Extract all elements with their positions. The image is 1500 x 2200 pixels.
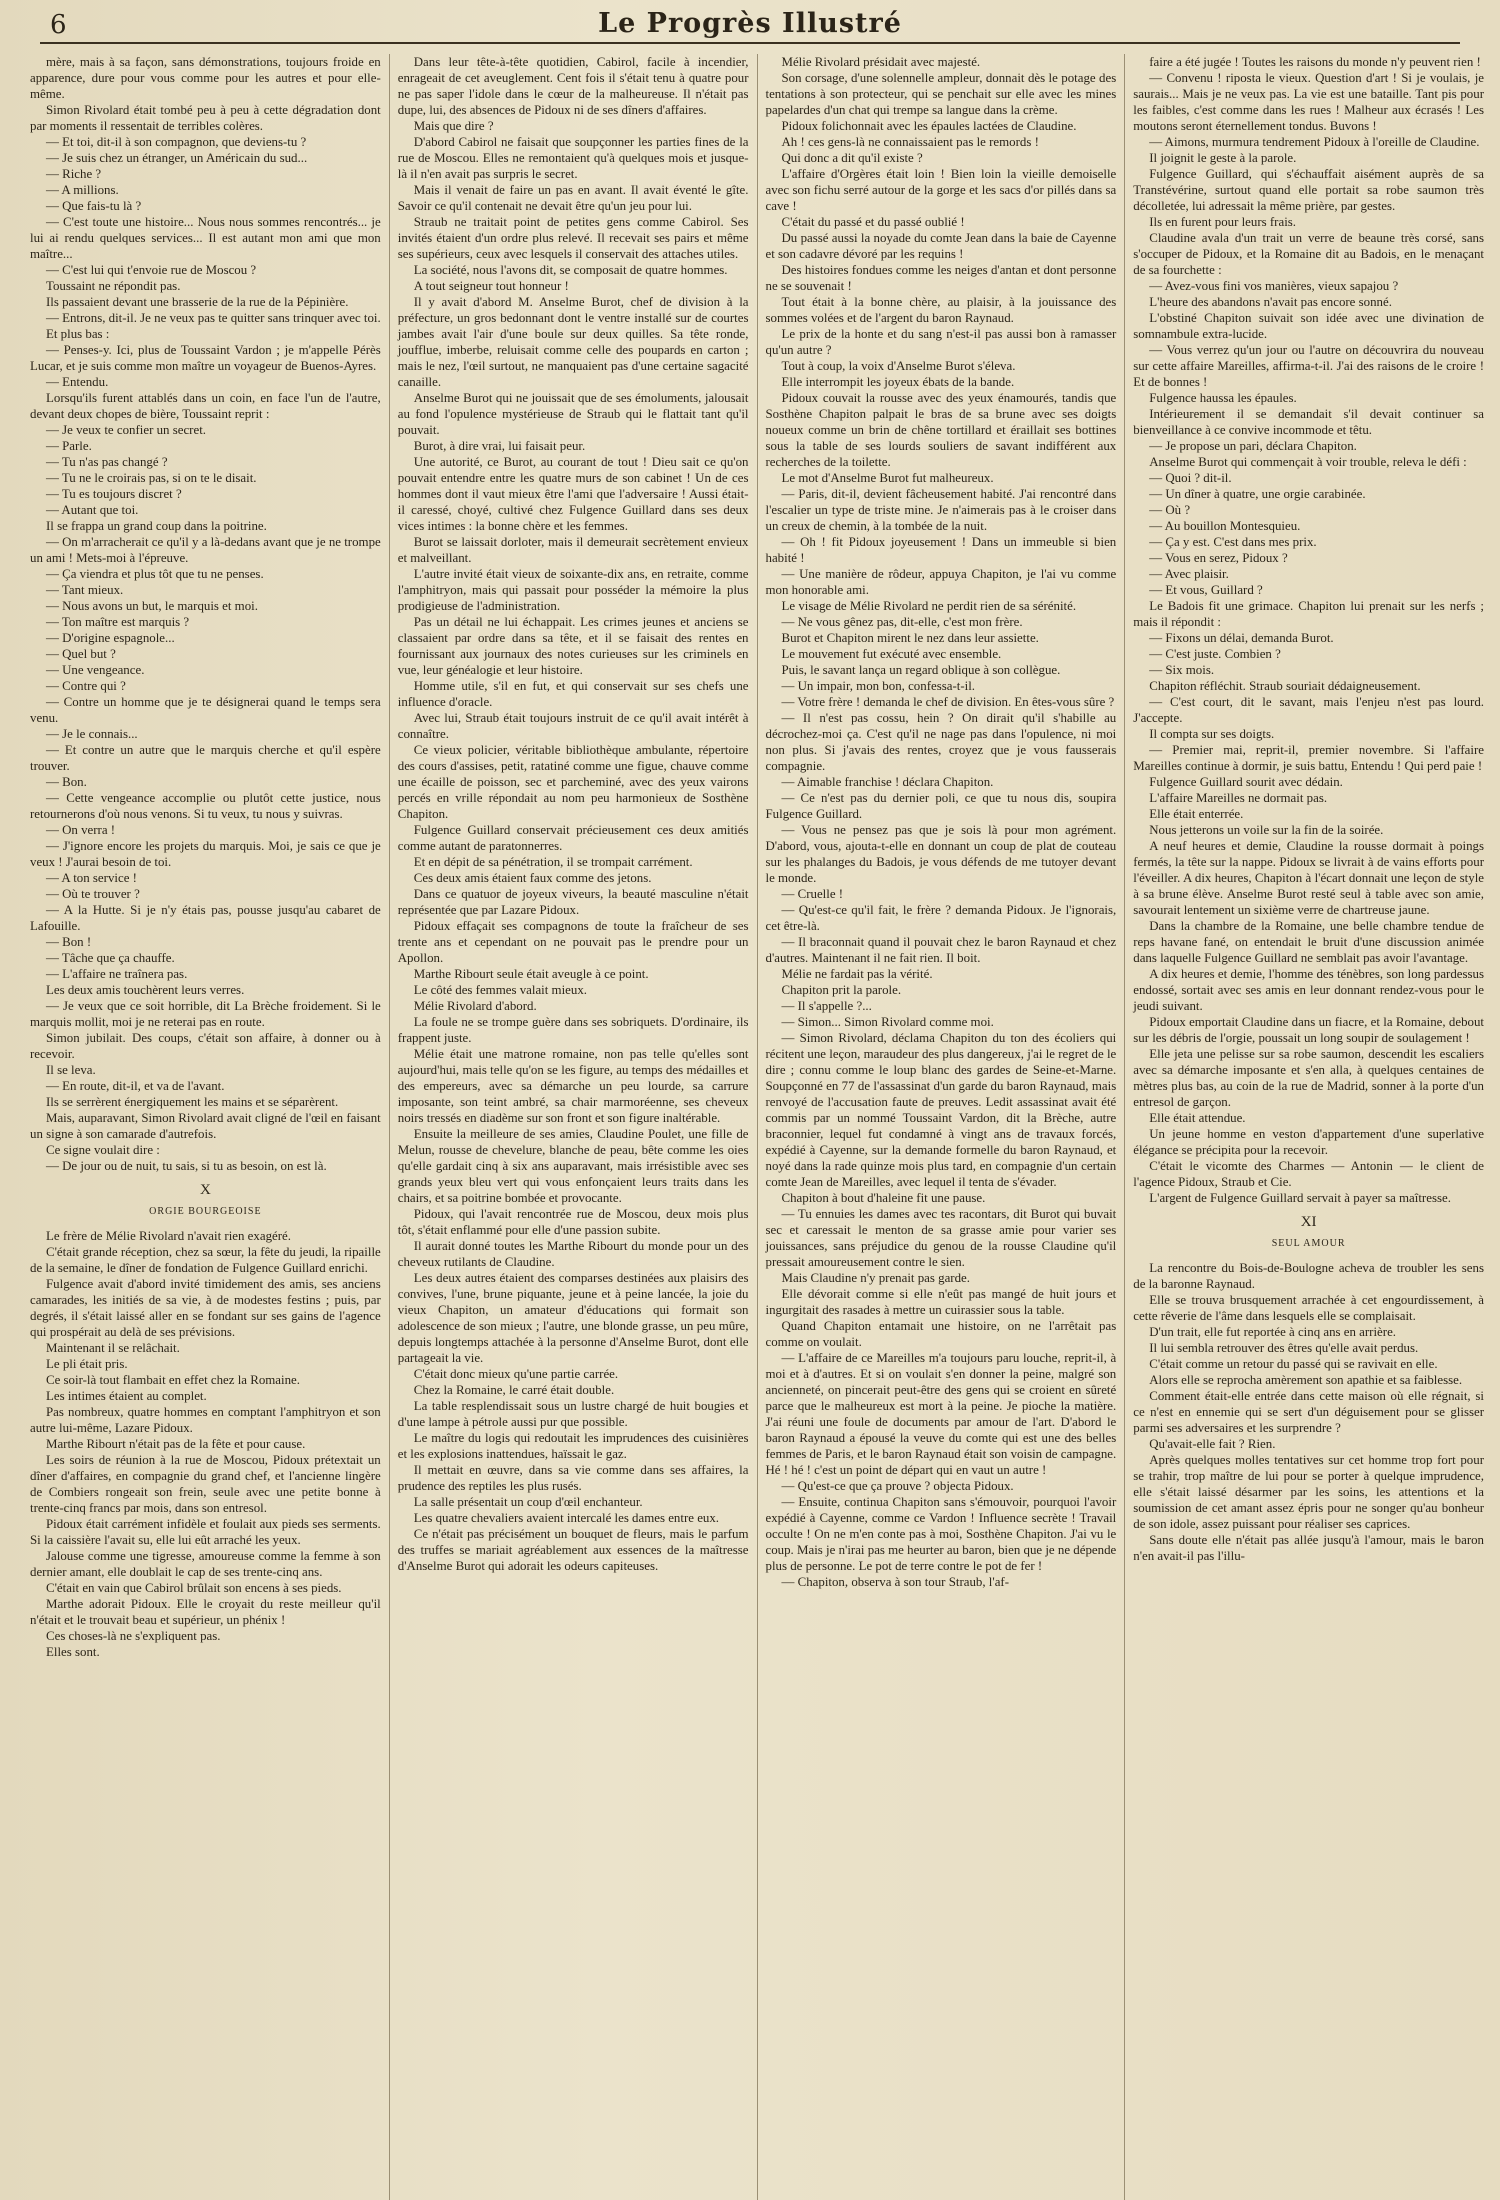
paragraph: Toussaint ne répondit pas. — [46, 279, 181, 293]
paragraph: Tout était à la bonne chère, au plaisir, à la jouissance des sommes volées et de l'argent du baron Raynaud. — [765, 295, 1117, 325]
paragraph: L'obstiné Chapiton suivait son idée avec une divination de somnambule extra-lucide. — [1133, 311, 1484, 341]
paragraph: Dans leur tête-à-tête quotidien, Cabirol, facile à incendier, enrageait de cet aveuglement. Cent fois il s'était tenu à quatre pour ne pas saper l'idole dans le cœur de la malheureuse. Il n'était pas dupe, lui, des absences de Pidoux ni de ses dîners d'affaires. — [397, 55, 749, 117]
paragraph: — Je veux te confier un secret. — [46, 423, 206, 437]
paragraph: Mélie était une matrone romaine, non pas telle qu'elles sont aujourd'hui, mais telle qu'on se les figure, au temps des médailles et des empereurs, avec sa démarche un peu lourde, sa carrure imposante, son teint ambré, sa chair marmoréenne, ses cheveux noirs tressés en diadème sur son front et son figure inaltérable. — [397, 1047, 749, 1125]
paragraph: Burot se laissait dorloter, mais il demeurait secrètement envieux et malveillant. — [397, 535, 749, 565]
paragraph: Mais, auparavant, Simon Rivolard avait cligné de l'œil en faisant un signe à son camarade d'autrefois. — [30, 1111, 381, 1141]
paragraph: Jalouse comme une tigresse, amoureuse comme la femme à son dernier amant, elle doublait le cap de ses trente-cinq ans. — [30, 1549, 381, 1579]
paragraph: — Bon ! — [46, 935, 92, 949]
paragraph: Le mouvement fut exécuté avec ensemble. — [781, 647, 1002, 661]
paragraph: — Entendu. — [46, 375, 109, 389]
paragraph: Elle dévorait comme si elle n'eût pas mangé de huit jours et ingurgitait des rasades à mettre un cuirassier sous la table. — [765, 1287, 1117, 1317]
paragraph: D'abord Cabirol ne faisait que soupçonner les parties fines de la rue de Moscou. Elles ne remontaient qu'à quelques mois et jusque-là il n'en avait pas surpris le secret. — [397, 135, 749, 181]
paragraph: — Et vous, Guillard ? — [1149, 583, 1263, 597]
paragraph: — Je veux que ce soit horrible, dit La Brèche froidement. Si le marquis mollit, moi je ne reterai pas en route. — [30, 999, 381, 1029]
page-number: 6 — [50, 10, 67, 40]
paragraph: Quand Chapiton entamait une histoire, on ne l'arrêtait pas comme on voulait. — [765, 1319, 1117, 1349]
paragraph: — Penses-y. Ici, plus de Toussaint Vardon ; je m'appelle Pérès Lucar, et je suis comme mon maître un voyageur de Buenos-Ayres. — [30, 343, 381, 373]
paragraph: Intérieurement il se demandait s'il devait continuer sa bienveillance à ce convive incommode et têtu. — [1133, 407, 1484, 437]
chapter-number: X — [199, 1182, 211, 1198]
paragraph: D'un trait, elle fut reportée à cinq ans en arrière. — [1149, 1325, 1397, 1339]
paragraph: — C'est juste. Combien ? — [1149, 647, 1281, 661]
paragraph: — D'origine espagnole... — [46, 631, 175, 645]
paragraph: Le pli était pris. — [46, 1357, 128, 1371]
paragraph: Il joignit le geste à la parole. — [1149, 151, 1297, 165]
paragraph: L'argent de Fulgence Guillard servait à payer sa maîtresse. — [1149, 1191, 1451, 1205]
paragraph: La rencontre du Bois-de-Boulogne acheva de troubler les sens de la baronne Raynaud. — [1133, 1261, 1484, 1291]
paragraph: Straub ne traitait point de petites gens comme Cabirol. Ses invités étaient d'un ordre plus relevé. Il recevait ses pairs et même ses supérieurs, ceux avec lesquels il conservait des attaches utiles. — [397, 215, 749, 261]
paragraph: — Aimable franchise ! déclara Chapiton. — [781, 775, 994, 789]
paragraph: Ils en furent pour leurs frais. — [1149, 215, 1297, 229]
paragraph: — Simon Rivolard, déclama Chapiton du ton des écoliers qui récitent une leçon, maraudeur des plus dangereux, j'ai le regret de le dire ; connu comme le loup blanc des gardes de Seine-et-Marne. Soupçonné en 77 de l'assassinat d'un garde du baron Raynaud, mais renvoyé de l'accusation faute de preuves. Ledit assassinat avait été commis par un nommé Toussaint Vardon, dit la Brèche, autre braconnier, lequel fut condamné à vingt ans de travaux forcés, expédié à Cayenne, sur la demande formelle du baron Raynaud, et noyé dans la rade quinze mois plus tard, en compagnie d'un certain comte Jean de Mareilles, avec lequel il tenta de s'évader. — [765, 1031, 1117, 1189]
paragraph: — Chapiton, observa à son tour Straub, l'af- — [781, 1575, 1010, 1589]
paragraph: — Autant que toi. — [46, 503, 139, 517]
paragraph: Burot, à dire vrai, lui faisait peur. — [413, 439, 586, 453]
column-2 — [389, 54, 757, 2200]
paragraph: Et plus bas : — [46, 327, 110, 341]
paragraph: Mélie ne fardait pas la vérité. — [781, 967, 933, 981]
paragraph: Il y avait d'abord M. Anselme Burot, chef de division à la préfecture, un gros bedonnant dont le ventre installé sur de courtes jambes avait l'air d'une boule sur deux quilles. Sa tête ronde, joufflue, imberbe, reluisait comme celle des poupards en carton ; mais le nez, l'œil surtout, ne manquaient pas d'une certaine sagacité canaille. — [397, 295, 749, 389]
paragraph: — Contre qui ? — [46, 679, 126, 693]
paragraph: — Parle. — [46, 439, 92, 453]
paragraph: Après quelques molles tentatives sur cet homme trop fort pour se trahir, trop maître de lui pour se porter à quelque imprudence, elle s'était laissé désarmer par les soins, les attentions et la soumission de cet amant assez épris pour ne songer qu'au bonheur de son idole, assez puissant pour réaliser ses caprices. — [1133, 1453, 1484, 1531]
paragraph: Puis, le savant lança un regard oblique à son collègue. — [781, 663, 1061, 677]
column-4 — [1124, 54, 1492, 2200]
paragraph: Mélie Rivolard d'abord. — [413, 999, 537, 1013]
paragraph: — Tant mieux. — [46, 583, 124, 597]
paragraph: Homme utile, s'il en fut, et qui conservait sur ses chefs une influence d'oracle. — [397, 679, 749, 709]
paragraph: — Fixons un délai, demanda Burot. — [1149, 631, 1334, 645]
paragraph: Mais que dire ? — [413, 119, 494, 133]
paragraph: C'était comme un retour du passé qui se ravivait en elle. — [1149, 1357, 1438, 1371]
paragraph: faire a été jugée ! Toutes les raisons du monde n'y peuvent rien ! — [1149, 55, 1481, 69]
chapter-title: SEUL AMOUR — [1271, 1238, 1346, 1249]
paragraph: Elles sont. — [46, 1645, 100, 1659]
paragraph: Qui donc a dit qu'il existe ? — [781, 151, 923, 165]
paragraph: — Ça viendra et plus tôt que tu ne penses. — [46, 567, 264, 581]
paragraph: — Cruelle ! — [781, 887, 844, 901]
paragraph: — Je propose un pari, déclara Chapiton. — [1149, 439, 1357, 453]
paragraph: Alors elle se reprocha amèrement son apathie et sa faiblesse. — [1149, 1373, 1463, 1387]
paragraph: La société, nous l'avons dit, se composait de quatre hommes. — [413, 263, 728, 277]
paragraph: Du passé aussi la noyade du comte Jean dans la baie de Cayenne et son cadavre dévoré par les requins ! — [765, 231, 1117, 261]
paragraph: Pidoux couvait la rousse avec des yeux énamourés, tandis que Sosthène Chapiton palpait le bras de sa brune avec ses doigts noueux comme un brin de chêne tortillard et éraillait ses bottines sous la table de ses lourds souliers de savant indifférent aux recherches de la toilette. — [765, 391, 1117, 469]
paragraph: — Je le connais... — [46, 727, 138, 741]
paragraph: — Tu n'as pas changé ? — [46, 455, 168, 469]
paragraph: Burot et Chapiton mirent le nez dans leur assiette. — [781, 631, 1039, 645]
article-columns — [22, 54, 1492, 2200]
paragraph: — Vous verrez qu'un jour ou l'autre on découvrira du nouveau sur cette affaire Mareilles, affirma-t-il. J'ai des raisons de le croire ! Et de bonnes ! — [1133, 343, 1484, 389]
paragraph: Il aurait donné toutes les Marthe Ribourt du monde pour un des cheveux rutilants de Claudine. — [397, 1239, 749, 1269]
paragraph: Chapiton à bout d'haleine fit une pause. — [781, 1191, 986, 1205]
column-1 — [22, 54, 389, 2200]
paragraph: — Ne vous gênez pas, dit-elle, c'est mon frère. — [781, 615, 1023, 629]
paragraph: Elle était enterrée. — [1149, 807, 1244, 821]
paragraph: — Tu ennuies les dames avec tes racontars, dit Burot qui buvait sec et caressait le menton de sa grasse amie pour varier ses jouissances, sans préjudice du genou de la rousse Claudine qu'il pressait amoureusement contre le sien. — [765, 1207, 1117, 1269]
paragraph: — Quel but ? — [46, 647, 116, 661]
paragraph: Il se leva. — [46, 1063, 96, 1077]
paragraph: Le mot d'Anselme Burot fut malheureux. — [781, 471, 994, 485]
paragraph: Pas nombreux, quatre hommes en comptant l'amphitryon et son autre lui-même, Lazare Pidoux. — [30, 1405, 381, 1435]
paragraph: — L'affaire ne traînera pas. — [46, 967, 188, 981]
paragraph: Son corsage, d'une solennelle ampleur, donnait dès le potage des tentations à son protecteur, qui se penchait sur elle avec les mines papelardes d'un chat qui trempe sa langue dans la crème. — [765, 71, 1117, 117]
paragraph: Elle interrompit les joyeux ébats de la bande. — [781, 375, 1015, 389]
paragraph: Dans ce quatuor de joyeux viveurs, la beauté masculine n'était représentée que par Lazare Pidoux. — [397, 887, 749, 917]
paragraph: Marthe Ribourt n'était pas de la fête et pour cause. — [46, 1437, 306, 1451]
paragraph: La salle présentait un coup d'œil enchanteur. — [413, 1495, 643, 1509]
paragraph: Sans doute elle n'était pas allée jusqu'à l'amour, mais le baron n'en avait-il pas l'illu- — [1133, 1533, 1484, 1563]
paragraph: — Au bouillon Montesquieu. — [1149, 519, 1301, 533]
paragraph: — Bon. — [46, 775, 87, 789]
paragraph: — A millions. — [46, 183, 119, 197]
paragraph: Des histoires fondues comme les neiges d'antan et dont personne ne se souvenait ! — [765, 263, 1117, 293]
paragraph: Les intimes étaient au complet. — [46, 1389, 207, 1403]
paragraph: Pidoux, qui l'avait rencontrée rue de Moscou, deux mois plus tôt, s'était enflammé pour elle d'une passion subite. — [397, 1207, 749, 1237]
paragraph: Un jeune homme en veston d'appartement d'une superlative élégance se précipita pour la recevoir. — [1133, 1127, 1484, 1157]
chapter-title: ORGIE BOURGEOISE — [149, 1206, 262, 1217]
paragraph: — C'est court, dit le savant, mais l'enjeu n'est pas lourd. J'accepte. — [1133, 695, 1484, 725]
paragraph: Ah ! ces gens-là ne connaissaient pas le remords ! — [781, 135, 1039, 149]
paragraph: Elle était attendue. — [1149, 1111, 1246, 1125]
paragraph: Simon jubilait. Des coups, c'était son affaire, à donner ou à recevoir. — [30, 1031, 381, 1061]
paragraph: — C'est lui qui t'envoie rue de Moscou ? — [46, 263, 257, 277]
paragraph: — Riche ? — [46, 167, 102, 181]
paragraph: Pidoux effaçait ses compagnons de toute la fraîcheur de ses trente ans et cependant on ne pouvait pas le prendre pour un Apollon. — [397, 919, 749, 965]
paragraph: Ces deux amis étaient faux comme des jetons. — [413, 871, 652, 885]
paragraph: mère, mais à sa façon, sans démonstrations, toujours froide en apparence, dure pour vous comme pour les autres et pour elle-même. — [30, 55, 381, 101]
paragraph: — Tâche que ça chauffe. — [46, 951, 175, 965]
paragraph: Avec lui, Straub était toujours instruit de ce qu'il avait intérêt à connaître. — [397, 711, 749, 741]
paragraph: — Où te trouver ? — [46, 887, 140, 901]
chapter-number: XI — [1300, 1214, 1317, 1230]
paragraph: — Vous ne pensez pas que je sois là pour mon agrément. D'abord, vous, ajouta-t-elle en donnant un coup de plat de couteau sur les phalanges du Badois, je vous défends de me tutoyer devant le monde. — [765, 823, 1117, 885]
paragraph: Chapiton prit la parole. — [781, 983, 902, 997]
paragraph: — Entrons, dit-il. Je ne veux pas te quitter sans trinquer avec toi. — [46, 311, 381, 325]
paragraph: Fulgence haussa les épaules. — [1149, 391, 1297, 405]
newspaper-title: Le Progrès Illustré — [598, 8, 902, 39]
paragraph: La table resplendissait sous un lustre chargé de huit bougies et d'une lampe à pétrole aussi pur que possible. — [397, 1399, 749, 1429]
paragraph: Le maître du logis qui redoutait les imprudences des cuisinières et les explosions inattendues, haïssait le gaz. — [397, 1431, 749, 1461]
paragraph: Et en dépit de sa pénétration, il se trompait carrément. — [413, 855, 693, 869]
paragraph: La foule ne se trompe guère dans ses sobriquets. D'ordinaire, ils frappent juste. — [397, 1015, 749, 1045]
paragraph: Il compta sur ses doigts. — [1149, 727, 1275, 741]
paragraph: — Cette vengeance accomplie ou plutôt cette justice, nous retournerons d'où nous venons. Si tu veux, tu nous y suivras. — [30, 791, 381, 821]
paragraph: C'était grande réception, chez sa sœur, la fête du jeudi, la ripaille de la semaine, le dîner de fondation de Fulgence Guillard enrichi. — [30, 1245, 381, 1275]
paragraph: — Et toi, dit-il à son compagnon, que deviens-tu ? — [46, 135, 307, 149]
paragraph: — Je suis chez un étranger, un Américain du sud... — [46, 151, 308, 165]
paragraph: — Six mois. — [1149, 663, 1215, 677]
paragraph: — Où ? — [1149, 503, 1191, 517]
paragraph: Qu'avait-elle fait ? Rien. — [1149, 1437, 1276, 1451]
paragraph: Les soirs de réunion à la rue de Moscou, Pidoux prétextait un dîner d'affaires, en compagnie du grand chef, et l'ancienne lingère de Combiers rongeait son frein, seule avec une petite bonne à trente-cinq francs par mois, dans son entresol. — [30, 1453, 381, 1515]
paragraph: L'autre invité était vieux de soixante-dix ans, en retraite, comme l'amphitryon, mais qui passait pour posséder la mémoire la plus prodigieuse de l'administration. — [397, 567, 749, 613]
paragraph: Ce n'était pas précisément un bouquet de fleurs, mais le parfum des truffes se mariait agréablement aux essences de la maîtresse d'Anselme Burot qui adorait les odeurs capiteuses. — [397, 1527, 749, 1573]
paragraph: Ils se serrèrent énergiquement les mains et se séparèrent. — [46, 1095, 339, 1109]
paragraph: — J'ignore encore les projets du marquis. Moi, je sais ce que je veux ! J'aurai besoin de toi. — [30, 839, 381, 869]
paragraph: Maintenant il se relâchait. — [46, 1341, 180, 1355]
paragraph: — Qu'est-ce qu'il fait, le frère ? demanda Pidoux. Je l'ignorais, cet être-là. — [765, 903, 1117, 933]
paragraph: Claudine avala d'un trait un verre de beaune très corsé, sans s'occuper de Pidoux, et la Romaine dit au Badois, en le menaçant de sa fourchette : — [1133, 231, 1484, 277]
paragraph: — Ça y est. C'est dans mes prix. — [1149, 535, 1317, 549]
paragraph: — Paris, dit-il, devient fâcheusement habité. J'ai rencontré dans l'escalier un type de triste mine. Je n'aimerais pas à le croiser dans un creux de chemin, à la tombée de la nuit. — [765, 487, 1117, 533]
paragraph: Le visage de Mélie Rivolard ne perdit rien de sa sérénité. — [781, 599, 1077, 613]
paragraph: Fulgence avait d'abord invité timidement des amis, ses anciens camarades, les initiés de sa vie, à de modestes festins ; puis, par degrés, il s'était laissé aller en se fondant sur ses gains de l'agence qui prospérait au delà de ses prévisions. — [30, 1277, 381, 1339]
paragraph: — Aimons, murmura tendrement Pidoux à l'oreille de Claudine. — [1149, 135, 1480, 149]
paragraph: Ces choses-là ne s'expliquent pas. — [46, 1629, 221, 1643]
paragraph: — Nous avons un but, le marquis et moi. — [46, 599, 258, 613]
paragraph: Chez la Romaine, le carré était double. — [413, 1383, 615, 1397]
paragraph: Anselme Burot qui ne jouissait que de ses émoluments, jalousait au fond l'opulence mystérieuse de Straub qui le flattait tant qu'il pouvait. — [397, 391, 749, 437]
paragraph: Simon Rivolard était tombé peu à peu à cette dégradation dont par moments il ressentait de terribles colères. — [30, 103, 381, 133]
paragraph: — Premier mai, reprit-il, premier novembre. Si l'affaire Mareilles continue à dormir, je suis battu, Entendu ! Qui perd paie ! — [1133, 743, 1484, 773]
paragraph: Le prix de la honte et du sang n'est-il pas aussi bon à ramasser qu'un autre ? — [765, 327, 1117, 357]
paragraph: — Une manière de rôdeur, appuya Chapiton, je l'ai vu comme mon honorable ami. — [765, 567, 1117, 597]
paragraph: — Avez-vous fini vos manières, vieux sapajou ? — [1149, 279, 1399, 293]
paragraph: Comment était-elle entrée dans cette maison où elle régnait, si ce n'est en ennemie qui se sert d'un déguisement pour se glisser parmi ses adversaires et les surprendre ? — [1133, 1389, 1484, 1435]
paragraph: Nous jetterons un voile sur la fin de la soirée. — [1149, 823, 1384, 837]
paragraph: Une autorité, ce Burot, au courant de tout ! Dieu sait ce qu'on pouvait entendre entre les quatre murs de son cabinet ! Un de ces hommes dont il vaut mieux être l'ami que l'adversaire ! Aussi était-il caressé, choyé, cultivé chez Fulgence Guillard dans ses deux vices intimes : la bonne chère et les femmes. — [397, 455, 749, 533]
paragraph: Chapiton réfléchit. Straub souriait dédaigneusement. — [1149, 679, 1421, 693]
paragraph: — Il braconnait quand il pouvait chez le baron Raynaud et chez d'autres. Maintenant il ne fait rien. Il boit. — [765, 935, 1117, 965]
paragraph: — C'est toute une histoire... Nous nous sommes rencontrés... je lui ai rendu quelques services... Il est autant mon ami que mon maître... — [30, 215, 381, 261]
paragraph: C'était le vicomte des Charmes — Antonin — le client de l'agence Pidoux, Straub et Cie. — [1133, 1159, 1484, 1189]
paragraph: Tout à coup, la voix d'Anselme Burot s'éleva. — [781, 359, 1016, 373]
paragraph: Marthe adorait Pidoux. Elle le croyait du reste meilleur qu'il n'était et le trouvait beau et supérieur, un phénix ! — [30, 1597, 381, 1627]
paragraph: A tout seigneur tout honneur ! — [413, 279, 569, 293]
paragraph: — Vous en serez, Pidoux ? — [1149, 551, 1288, 565]
paragraph: Fulgence Guillard, qui s'échauffait aisément auprès de sa Transtévérine, surtout quand elle portait sa robe saumon très décolletée, lui adressait la même prière, par gestes. — [1133, 167, 1484, 213]
paragraph: Dans la chambre de la Romaine, une belle chambre tendue de reps havane fané, on entendait le bruit d'une discussion animée dans laquelle Fulgence Guillard ne semblait pas avoir l'avantage. — [1133, 919, 1484, 965]
column-3 — [757, 54, 1125, 2200]
paragraph: Fulgence Guillard sourit avec dédain. — [1149, 775, 1343, 789]
paragraph: — Une vengeance. — [46, 663, 145, 677]
paragraph: — On verra ! — [46, 823, 116, 837]
page-header — [40, 8, 1460, 44]
paragraph: Le frère de Mélie Rivolard n'avait rien exagéré. — [46, 1229, 291, 1243]
paragraph: Elle jeta une pelisse sur sa robe saumon, descendit les escaliers avec sa démarche imposante et s'en alla, à quelques centaines de mètres plus bas, au coin de la rue de Madrid, sonner à la porte d'un entresol de garçon. — [1133, 1047, 1484, 1109]
paragraph: Ce vieux policier, véritable bibliothèque ambulante, répertoire des cours d'assises, petit, ratatiné comme une figue, chauve comme une écaille de poisson, sec et parcheminé, avec des yeux vairons percés en vrille répondait au nom peu harmonieux de Sosthène Chapiton. — [397, 743, 749, 821]
paragraph: — Un dîner à quatre, une orgie carabinée. — [1149, 487, 1366, 501]
paragraph: Il lui sembla retrouver des êtres qu'elle avait perdus. — [1149, 1341, 1419, 1355]
paragraph: — De jour ou de nuit, tu sais, si tu as besoin, on est là. — [46, 1159, 327, 1173]
paragraph: — On m'arracherait ce qu'il y a là-dedans avant que je ne trompe un ami ! Mets-moi à l'épreuve. — [30, 535, 381, 565]
paragraph: A dix heures et demie, l'homme des ténèbres, son long pardessus endossé, sortait avec ses amis en leur donnant rendez-vous pour le jeudi suivant. — [1133, 967, 1484, 1013]
paragraph: — Ton maître est marquis ? — [46, 615, 190, 629]
paragraph: — En route, dit-il, et va de l'avant. — [46, 1079, 225, 1093]
paragraph: C'était en vain que Cabirol brûlait son encens à ses pieds. — [46, 1581, 342, 1595]
paragraph: Anselme Burot qui commençait à voir trouble, releva le défi : — [1149, 455, 1467, 469]
paragraph: C'était donc mieux qu'une partie carrée. — [413, 1367, 619, 1381]
paragraph: Pidoux était carrément infidèle et foulait aux pieds ses serments. Si la caissière l'avait su, elle lui eût arraché les yeux. — [30, 1517, 381, 1547]
paragraph: Les quatre chevaliers avaient intercalé les dames entre eux. — [413, 1511, 720, 1525]
paragraph: — Tu ne le croirais pas, si on te le disait. — [46, 471, 257, 485]
paragraph: Pidoux folichonnait avec les épaules lactées de Claudine. — [781, 119, 1077, 133]
paragraph: — Quoi ? dit-il. — [1149, 471, 1232, 485]
paragraph: — Oh ! fit Pidoux joyeusement ! Dans un immeuble si bien habité ! — [765, 535, 1117, 565]
paragraph: Les deux autres étaient des comparses destinées aux plaisirs des convives, l'une, brune piquante, jeune et à peine lancée, la joie du vieux Chapiton, un amateur d'éducations qui formait son adolescence de son mieux ; l'autre, une blonde grasse, un peu mûre, depuis longtemps attachée à la personne d'Anselme Burot, dont elle partageait la vie. — [397, 1271, 749, 1365]
paragraph: — Tu es toujours discret ? — [46, 487, 182, 501]
paragraph: — Il s'appelle ?... — [781, 999, 872, 1013]
paragraph: Mais il venait de faire un pas en avant. Il avait éventé le gîte. Savoir ce qu'il contenait ne devait être qu'un jeu pour lui. — [397, 183, 749, 213]
paragraph: Ils passaient devant une brasserie de la rue de la Pépinière. — [46, 295, 349, 309]
paragraph: — Convenu ! riposta le vieux. Question d'art ! Si je voulais, je saurais... Mais je ne veux pas. La vie est une bataille. Tant pis pour les faibles, c'est comme dans les rues ! Malheur aux écrasés ! Les moutons seront éternellement tondus. Buvons ! — [1133, 71, 1484, 133]
paragraph: Fulgence Guillard conservait précieusement ces deux amitiés comme autant de paratonnerres. — [397, 823, 749, 853]
paragraph: — Ensuite, continua Chapiton sans s'émouvoir, pourquoi l'avoir expédié à Cayenne, comme ce Vardon ! Influence secrète ! Travail occulte ! On ne m'en conte pas à moi, Sosthène Chapiton. J'ai vu le coup. Mais je n'irai pas me heurter au baron, bien que je ne dépende plus de personne. Le pot de terre contre le pot de fer ! — [765, 1495, 1117, 1573]
paragraph: — Un impair, mon bon, confessa-t-il. — [781, 679, 976, 693]
paragraph: — Ce n'est pas du dernier poli, ce que tu nous dis, soupira Fulgence Guillard. — [765, 791, 1117, 821]
paragraph: — Votre frère ! demanda le chef de division. En êtes-vous sûre ? — [781, 695, 1115, 709]
paragraph: Lorsqu'ils furent attablés dans un coin, en face l'un de l'autre, devant deux chopes de bière, Toussaint reprit : — [30, 391, 381, 421]
paragraph: — A la Hutte. Si je n'y étais pas, pousse jusqu'au cabaret de Lafouille. — [30, 903, 381, 933]
paragraph: — Avec plaisir. — [1149, 567, 1229, 581]
paragraph: Mais Claudine n'y prenait pas garde. — [781, 1271, 970, 1285]
paragraph: Pidoux emportait Claudine dans un fiacre, et la Romaine, debout sur les débris de l'orgie, poussait un long soupir de soulagement ! — [1133, 1015, 1484, 1045]
paragraph: A neuf heures et demie, Claudine la rousse dormait à poings fermés, la tête sur la nappe. Pidoux se livrait à de vains efforts pour l'éveiller. A dix heures, Chapiton à l'écart donnait une leçon de style à sa brune élève. Anselme Burot resté seul à table avec son amie, savourait lentement un sixième verre de chartreuse jaune. — [1133, 839, 1484, 917]
paragraph: Ce soir-là tout flambait en effet chez la Romaine. — [46, 1373, 300, 1387]
paragraph: Il mettait en œuvre, dans sa vie comme dans ses affaires, la prudence des reptiles les plus rusés. — [397, 1463, 749, 1493]
paragraph: — Contre un homme que je te désignerai quand le temps sera venu. — [30, 695, 381, 725]
paragraph: Les deux amis touchèrent leurs verres. — [46, 983, 245, 997]
paragraph: C'était du passé et du passé oublié ! — [781, 215, 965, 229]
paragraph: Marthe Ribourt seule était aveugle à ce point. — [413, 967, 649, 981]
paragraph: — Simon... Simon Rivolard comme moi. — [781, 1015, 994, 1029]
paragraph: — L'affaire de ce Mareilles m'a toujours paru louche, reprit-il, à moi et à d'autres. Et si on voulait s'en donner la peine, malgré son ancienneté, on pincerait peut-être des gens qui se croient en sûreté parce que le malheureux est mort à la peine. Je pioche la matière. J'ai réuni une foule de documents par amour de l'art. D'abord le baron Raynaud a épousé la veuve du comte qui est une des belles femmes de Paris, et le baron Raynaud était son voisin de campagne. Hé ! hé ! c'est un point de départ qui en vaut un autre ! — [765, 1351, 1117, 1477]
paragraph: Le côté des femmes valait mieux. — [413, 983, 587, 997]
paragraph: Elle se trouva brusquement arrachée à cet engourdissement, à cette rêverie de l'âme dans lesquels elle se complaisait. — [1133, 1293, 1484, 1323]
paragraph: — Que fais-tu là ? — [46, 199, 142, 213]
paragraph: — Il n'est pas cossu, hein ? On dirait qu'il s'habille au décrochez-moi ça. C'est qu'il ne nage pas dans l'opulence, ni moi non plus. Si j'avais des rentes, croyez que je vous fausserais compagnie. — [765, 711, 1117, 773]
paragraph: — Et contre un autre que le marquis cherche et qu'il espère trouver. — [30, 743, 381, 773]
paragraph: Ce signe voulait dire : — [46, 1143, 160, 1157]
paragraph: Pas un détail ne lui échappait. Les crimes jeunes et anciens se classaient par ordre dans sa tête, et il se faisait des rentes en fournissant aux journaux des notes curieuses sur les criminels en vue, leur généalogie et leur histoire. — [397, 615, 749, 677]
paragraph: L'heure des abandons n'avait pas encore sonné. — [1149, 295, 1392, 309]
paragraph: — Qu'est-ce que ça prouve ? objecta Pidoux. — [781, 1479, 1014, 1493]
paragraph: L'affaire Mareilles ne dormait pas. — [1149, 791, 1328, 805]
paragraph: Mélie Rivolard présidait avec majesté. — [781, 55, 981, 69]
paragraph: Il se frappa un grand coup dans la poitrine. — [46, 519, 267, 533]
paragraph: L'affaire d'Orgères était loin ! Bien loin la vieille demoiselle avec son fichu serré autour de la gorge et les sacs d'or pillés dans sa cave ! — [765, 167, 1117, 213]
paragraph: Le Badois fit une grimace. Chapiton lui prenait sur les nerfs ; mais il répondit : — [1133, 599, 1484, 629]
paragraph: Ensuite la meilleure de ses amies, Claudine Poulet, une fille de Melun, rousse de chevelure, blanche de peau, bête comme les oies qu'elle gardait cinq à six ans auparavant, mais irrésistible avec ses grands yeux bleu vert qui vous enfonçaient leurs traits dans les chairs, et sa poitrine bombée et provocante. — [397, 1127, 749, 1205]
paragraph: — A ton service ! — [46, 871, 137, 885]
